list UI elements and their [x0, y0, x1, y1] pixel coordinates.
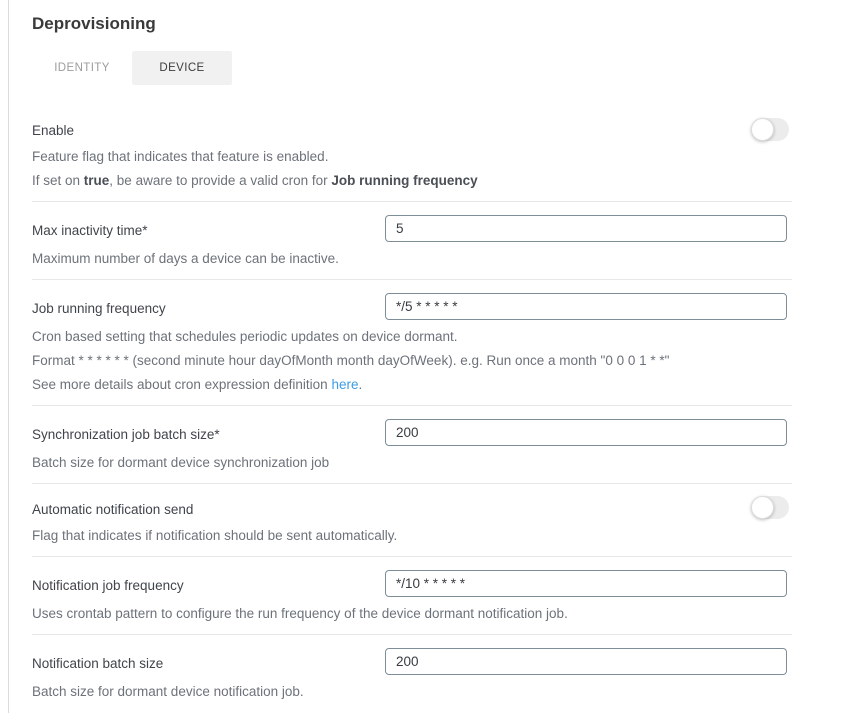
- tab-bar: [32, 51, 792, 85]
- notification-batch-description: Batch size for dormant device notification job.: [32, 684, 304, 699]
- job-frequency-label: Job running frequency: [32, 301, 166, 316]
- sync-batch-input[interactable]: [385, 419, 787, 446]
- notification-frequency-label: Notification job frequency: [32, 578, 184, 593]
- notification-frequency-description: Uses crontab pattern to configure the run frequency of the device dormant notification job.: [32, 606, 568, 621]
- enable-description-1: Feature flag that indicates that feature is enabled.: [32, 149, 329, 164]
- enable-toggle[interactable]: [751, 118, 789, 141]
- job-frequency-description-2: Format * * * * * * (second minute hour dayOfMonth month dayOfWeek). e.g. Run once a month "0 0 0 1 * *": [32, 353, 670, 368]
- enable-label: Enable: [32, 123, 75, 138]
- field-job-running-frequency: [32, 280, 792, 406]
- max-inactivity-input[interactable]: [385, 215, 787, 242]
- field-enable: [32, 85, 792, 202]
- max-inactivity-description: Maximum number of days a device can be inactive.: [32, 251, 339, 266]
- tab-device[interactable]: DEVICE: [132, 51, 232, 85]
- cron-docs-link[interactable]: here: [331, 377, 359, 392]
- auto-notification-toggle[interactable]: [751, 496, 789, 519]
- deprovisioning-panel: [9, 0, 792, 713]
- auto-notification-label: Automatic notification send: [32, 502, 194, 517]
- settings-form: [32, 85, 792, 712]
- auto-notification-description: Flag that indicates if notification should be sent automatically.: [32, 528, 398, 543]
- max-inactivity-label: Max inactivity time*: [32, 223, 148, 238]
- field-synchronization-job-batch-size: [32, 406, 792, 484]
- desc-bold-job-running-frequency: Job running frequency: [331, 173, 478, 188]
- tab-identity[interactable]: IDENTITY: [32, 51, 132, 85]
- toggle-knob: [751, 496, 774, 519]
- desc-bold-true: true: [83, 173, 110, 188]
- notification-batch-input[interactable]: [385, 648, 787, 675]
- field-notification-job-frequency: [32, 557, 792, 635]
- sync-batch-label: Synchronization job batch size*: [32, 427, 220, 442]
- notification-batch-label: Notification batch size: [32, 656, 164, 671]
- toggle-knob: [751, 118, 774, 141]
- desc-text: , be aware to provide a valid cron for: [109, 173, 332, 188]
- desc-text: See more details about cron expression definition: [32, 377, 332, 392]
- desc-text: .: [358, 377, 363, 392]
- notification-frequency-input[interactable]: [385, 570, 787, 597]
- job-frequency-description-3: [32, 373, 792, 397]
- job-frequency-description-1: Cron based setting that schedules periodic updates on device dormant.: [32, 329, 458, 344]
- page-title: Deprovisioning: [32, 14, 156, 33]
- desc-text: If set on: [32, 173, 84, 188]
- sync-batch-description: Batch size for dormant device synchronization job: [32, 455, 330, 470]
- enable-description-2: [32, 169, 792, 193]
- field-notification-batch-size: [32, 635, 792, 712]
- field-max-inactivity-time: [32, 202, 792, 280]
- job-frequency-input[interactable]: [385, 293, 787, 320]
- field-automatic-notification-send: [32, 484, 792, 557]
